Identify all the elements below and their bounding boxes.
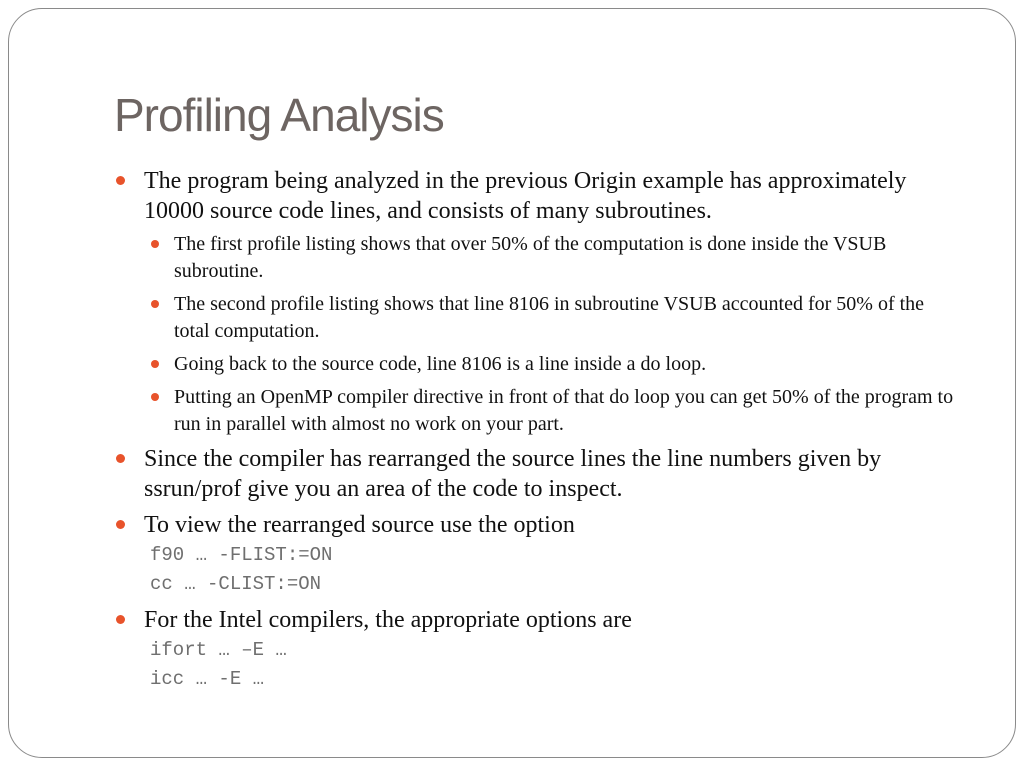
bullet-dot-icon — [151, 393, 159, 401]
sub-bullet-text: The second profile listing shows that line 8106 in subroutine VSUB accounted for 50% of the total computation. — [174, 293, 925, 342]
sub-bullet-item — [144, 231, 954, 285]
bullet-dot-icon — [116, 520, 125, 529]
sub-bullet-text: Putting an OpenMP compiler directive in front of that do loop you can get 50% of the program to run in parallel with almost no work on your part. — [174, 386, 954, 435]
bullet-dot-icon — [116, 615, 125, 624]
code-line: cc … -CLIST:=ON — [150, 573, 322, 595]
code-block — [150, 636, 954, 694]
bullet-text: Since the compiler has rearranged the source lines the line numbers given by ssrun/prof give you an area of the code to inspect. — [144, 446, 882, 502]
bullet-item — [114, 605, 954, 694]
bullet-item — [114, 166, 954, 438]
bullet-list — [114, 166, 954, 694]
sub-bullet-list — [144, 231, 954, 438]
sub-bullet-item — [144, 291, 954, 345]
sub-bullet-item — [144, 384, 954, 438]
code-block — [150, 541, 954, 599]
bullet-dot-icon — [116, 176, 125, 185]
slide-title: Profiling Analysis — [114, 89, 444, 141]
slide-content — [114, 166, 954, 700]
sub-bullet-item — [144, 351, 954, 378]
bullet-item — [114, 444, 954, 504]
code-line: ifort … –E … — [150, 639, 287, 661]
bullet-text: To view the rearranged source use the option — [144, 512, 575, 538]
bullet-text: For the Intel compilers, the appropriate options are — [144, 607, 632, 633]
bullet-dot-icon — [116, 454, 125, 463]
bullet-dot-icon — [151, 360, 159, 368]
bullet-dot-icon — [151, 300, 159, 308]
bullet-dot-icon — [151, 240, 159, 248]
bullet-text: The program being analyzed in the previous Origin example has approximately 10000 source code lines, and consists of many subroutines. — [144, 168, 907, 224]
code-line: f90 … -FLIST:=ON — [150, 544, 333, 566]
code-line: icc … -E … — [150, 668, 265, 690]
bullet-item — [114, 510, 954, 599]
sub-bullet-text: The first profile listing shows that over 50% of the computation is done inside the VSUB subroutine. — [174, 233, 887, 282]
sub-bullet-text: Going back to the source code, line 8106 is a line inside a do loop. — [174, 353, 707, 375]
